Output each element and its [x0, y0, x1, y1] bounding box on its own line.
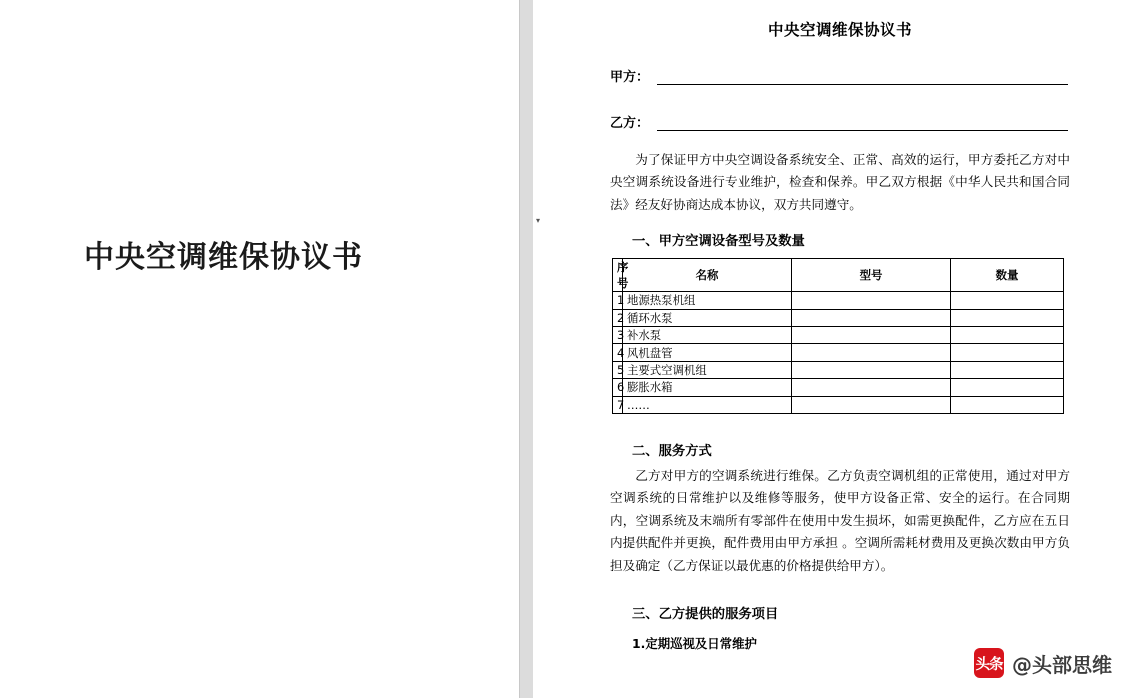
table-row [613, 344, 1064, 361]
table-row [613, 361, 1064, 378]
party-a-line [610, 66, 1070, 85]
cover-title: 中央空调维保协议书 [84, 240, 363, 275]
section-2-heading: 二、服务方式 [632, 443, 712, 459]
equipment-table [612, 258, 1064, 414]
intro-paragraph: 为了保证甲方中央空调设备系统安全、正常、高效的运行，甲方委托乙方对中央空调系统设备进行专业维护，检查和保养。甲乙双方根据《中华人民共和国合同法》经友好协商达成本协议，双方共同遵守。 [610, 152, 1070, 212]
section-3-heading: 三、乙方提供的服务项目 [632, 606, 779, 622]
watermark-logo: 头条 [974, 648, 1004, 678]
cell-index: 1 [613, 292, 623, 309]
watermark-text: @头部思维 [1012, 652, 1112, 677]
cell-name: 主要式空调机组 [623, 361, 792, 378]
cell-index: 4 [613, 344, 623, 361]
cell-index: 3 [613, 327, 623, 344]
party-b-line [610, 112, 1070, 131]
table-row [613, 396, 1064, 413]
party-a-blank-rule[interactable] [657, 70, 1068, 85]
cell-quantity[interactable] [951, 292, 1064, 309]
cell-quantity[interactable] [951, 396, 1064, 413]
cell-quantity[interactable] [951, 309, 1064, 326]
cell-index: 6 [613, 379, 623, 396]
cell-quantity[interactable] [951, 379, 1064, 396]
table-header-model: 型号 [792, 259, 951, 292]
table-header-row [613, 259, 1064, 292]
cell-model[interactable] [792, 396, 951, 413]
gutter-divider [519, 0, 520, 698]
party-b-blank-rule[interactable] [657, 116, 1068, 131]
cell-index: 7 [613, 396, 623, 413]
cell-model[interactable] [792, 379, 951, 396]
section-3-subheading: 1.定期巡视及日常维护 [632, 635, 757, 651]
content-page [533, 0, 1130, 698]
table-row [613, 292, 1064, 309]
table-header-name: 名称 [623, 259, 792, 292]
cell-name: 膨胀水箱 [623, 379, 792, 396]
cell-name: 风机盘管 [623, 344, 792, 361]
table-row [613, 379, 1064, 396]
cell-model[interactable] [792, 292, 951, 309]
cell-index: 2 [613, 309, 623, 326]
cell-index: 5 [613, 361, 623, 378]
chevron-down-icon[interactable]: ▾ [536, 216, 541, 225]
cell-name: 补水泵 [623, 327, 792, 344]
section-2-paragraph: 乙方对甲方的空调系统进行维保。乙方负责空调机组的正常使用，通过对甲方空调系统的日常维护以及维修等服务，使甲方设备正常、安全的运行。在合同期内，空调系统及末端所有零部件在使用中发生损坏，如需更换配件，乙方应在五日内提供配件并更换，配件费用由甲方承担 。空调所需耗材费用及更换次数由甲方负担及确定（乙方保证以最优惠的价格提供给甲方）。 [610, 467, 1070, 573]
table-row [613, 327, 1064, 344]
party-a-label: 甲方： [610, 70, 650, 85]
document-body [610, 0, 1070, 652]
watermark [974, 648, 1112, 678]
cell-name: 循环水泵 [623, 309, 792, 326]
page-gutter [519, 0, 533, 698]
cell-name: 地源热泵机组 [623, 292, 792, 309]
cell-quantity[interactable] [951, 327, 1064, 344]
cell-quantity[interactable] [951, 361, 1064, 378]
section-1-heading: 一、甲方空调设备型号及数量 [632, 234, 805, 250]
paste-options-widget[interactable] [533, 210, 540, 228]
cell-model[interactable] [792, 309, 951, 326]
cell-name: …… [623, 396, 792, 413]
table-header-index: 序号 [613, 259, 623, 292]
table-header-quantity: 数量 [951, 259, 1064, 292]
page-title: 中央空调维保协议书 [767, 21, 912, 39]
equipment-table-body [613, 292, 1064, 414]
cell-model[interactable] [792, 327, 951, 344]
cell-model[interactable] [792, 361, 951, 378]
cover-page [0, 0, 519, 698]
cell-model[interactable] [792, 344, 951, 361]
cell-quantity[interactable] [951, 344, 1064, 361]
table-row [613, 309, 1064, 326]
party-b-label: 乙方： [610, 116, 650, 131]
